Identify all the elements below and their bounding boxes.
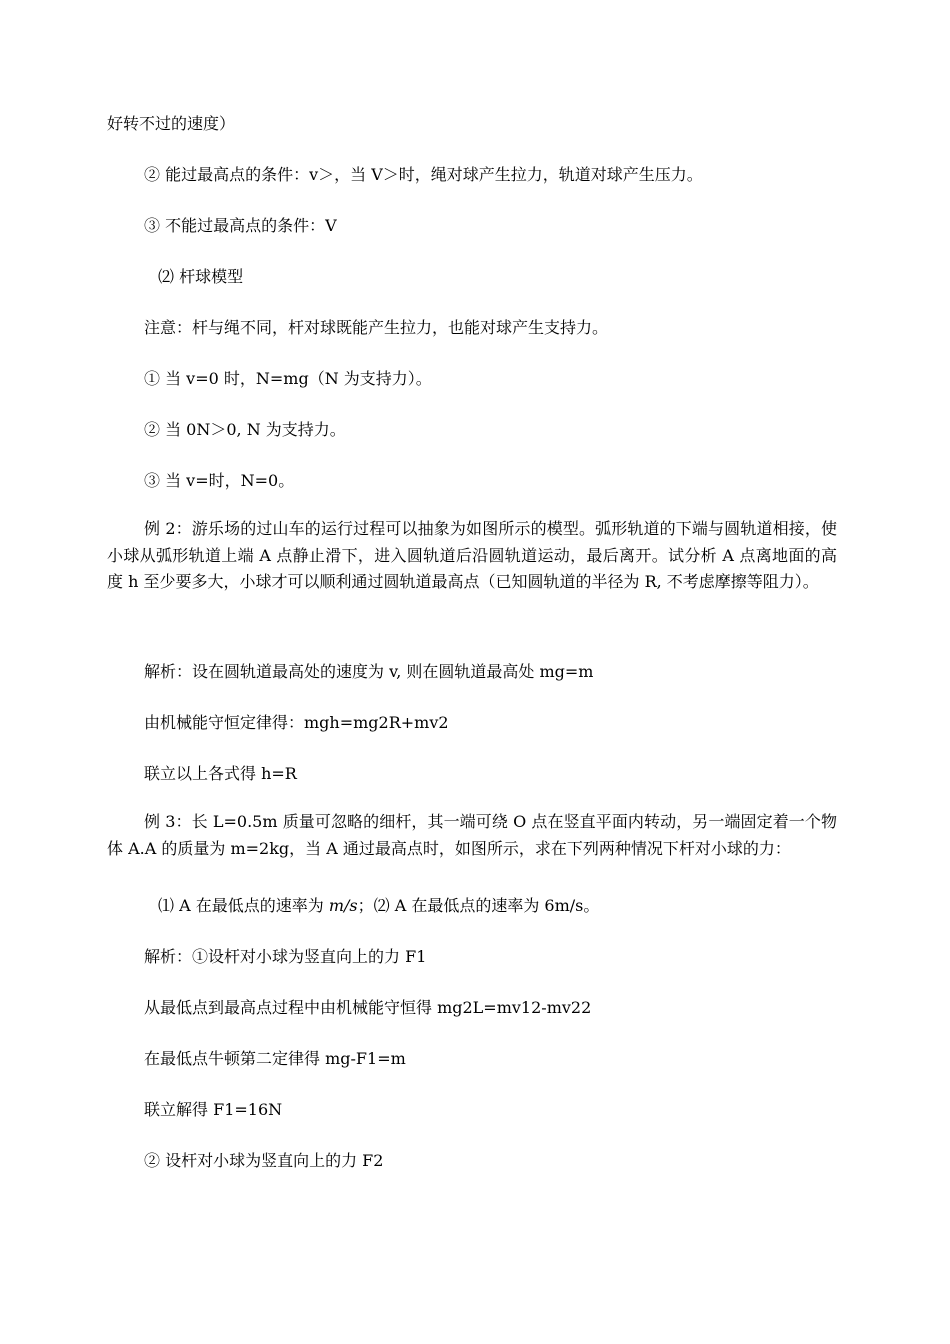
text-line-rod-case-3: ③ 当 v=时，N=0。 [144,471,295,490]
text-line-rope-fail-condition: ③ 不能过最高点的条件：V [144,216,337,235]
text-line-rope-speed-note: 好转不过的速度） [107,114,236,133]
text-line-example-2-result: 联立以上各式得 h=R [144,764,297,783]
section-heading-rod-model: ⑵ 杆球模型 [158,267,244,286]
text-line-f2-setup: ② 设杆对小球为竖直向上的力 F2 [144,1151,384,1170]
paragraph-example-3: 例 3：长 L=0.5m 质量可忽略的细杆，其一端可绕 O 点在竖直平面内转动，另一端固定着一个物体 A.A 的质量为 m=2kg，当 A 通过最高点时，如图所示，求在下列两种情况下杆对小球的力： [107,812,837,858]
case-1-unit: m/s [328,896,358,915]
text-line-rod-case-1: ① 当 v=0 时，N=mg（N 为支持力）。 [144,369,432,388]
case-2-text: ；⑵ A 在最低点的速率为 6m/s。 [357,896,600,915]
text-line-rope-pass-condition: ② 能过最高点的条件：v＞，当 V＞时，绳对球产生拉力，轨道对球产生压力。 [144,165,703,184]
text-line-rod-case-2: ② 当 0N＞0, N 为支持力。 [144,420,346,439]
text-line-example-2-solution: 解析：设在圆轨道最高处的速度为 v, 则在圆轨道最高处 mg=m [144,662,594,681]
text-line-example-3-cases [158,897,599,915]
text-line-example-3-solution: 解析：①设杆对小球为竖直向上的力 F1 [144,947,427,966]
text-line-rod-note: 注意：杆与绳不同，杆对球既能产生拉力，也能对球产生支持力。 [144,318,609,337]
text-line-energy-conservation: 由机械能守恒定律得：mgh=mg2R+mv2 [144,713,449,732]
paragraph-example-2: 例 2：游乐场的过山车的运行过程可以抽象为如图所示的模型。弧形轨道的下端与圆轨道相接，使小球从弧形轨道上端 A 点静止滑下，进入圆轨道后沿圆轨道运动，最后离开。试分析 A 点离地面的高度 h 至少要多大，小球才可以顺利通过圆轨道最高点（已知圆轨道的半径为 R, 不考虑摩擦等阻力）。 [107,519,837,591]
text-line-f1-result: 联立解得 F1=16N [144,1100,283,1119]
case-1-text: ⑴ A 在最低点的速率为 [158,896,329,915]
text-line-energy-equation: 从最低点到最高点过程中由机械能守恒得 mg2L=mv12-mv22 [144,998,592,1017]
text-line-newton-equation: 在最低点牛顿第二定律得 mg-F1=m [144,1049,406,1068]
